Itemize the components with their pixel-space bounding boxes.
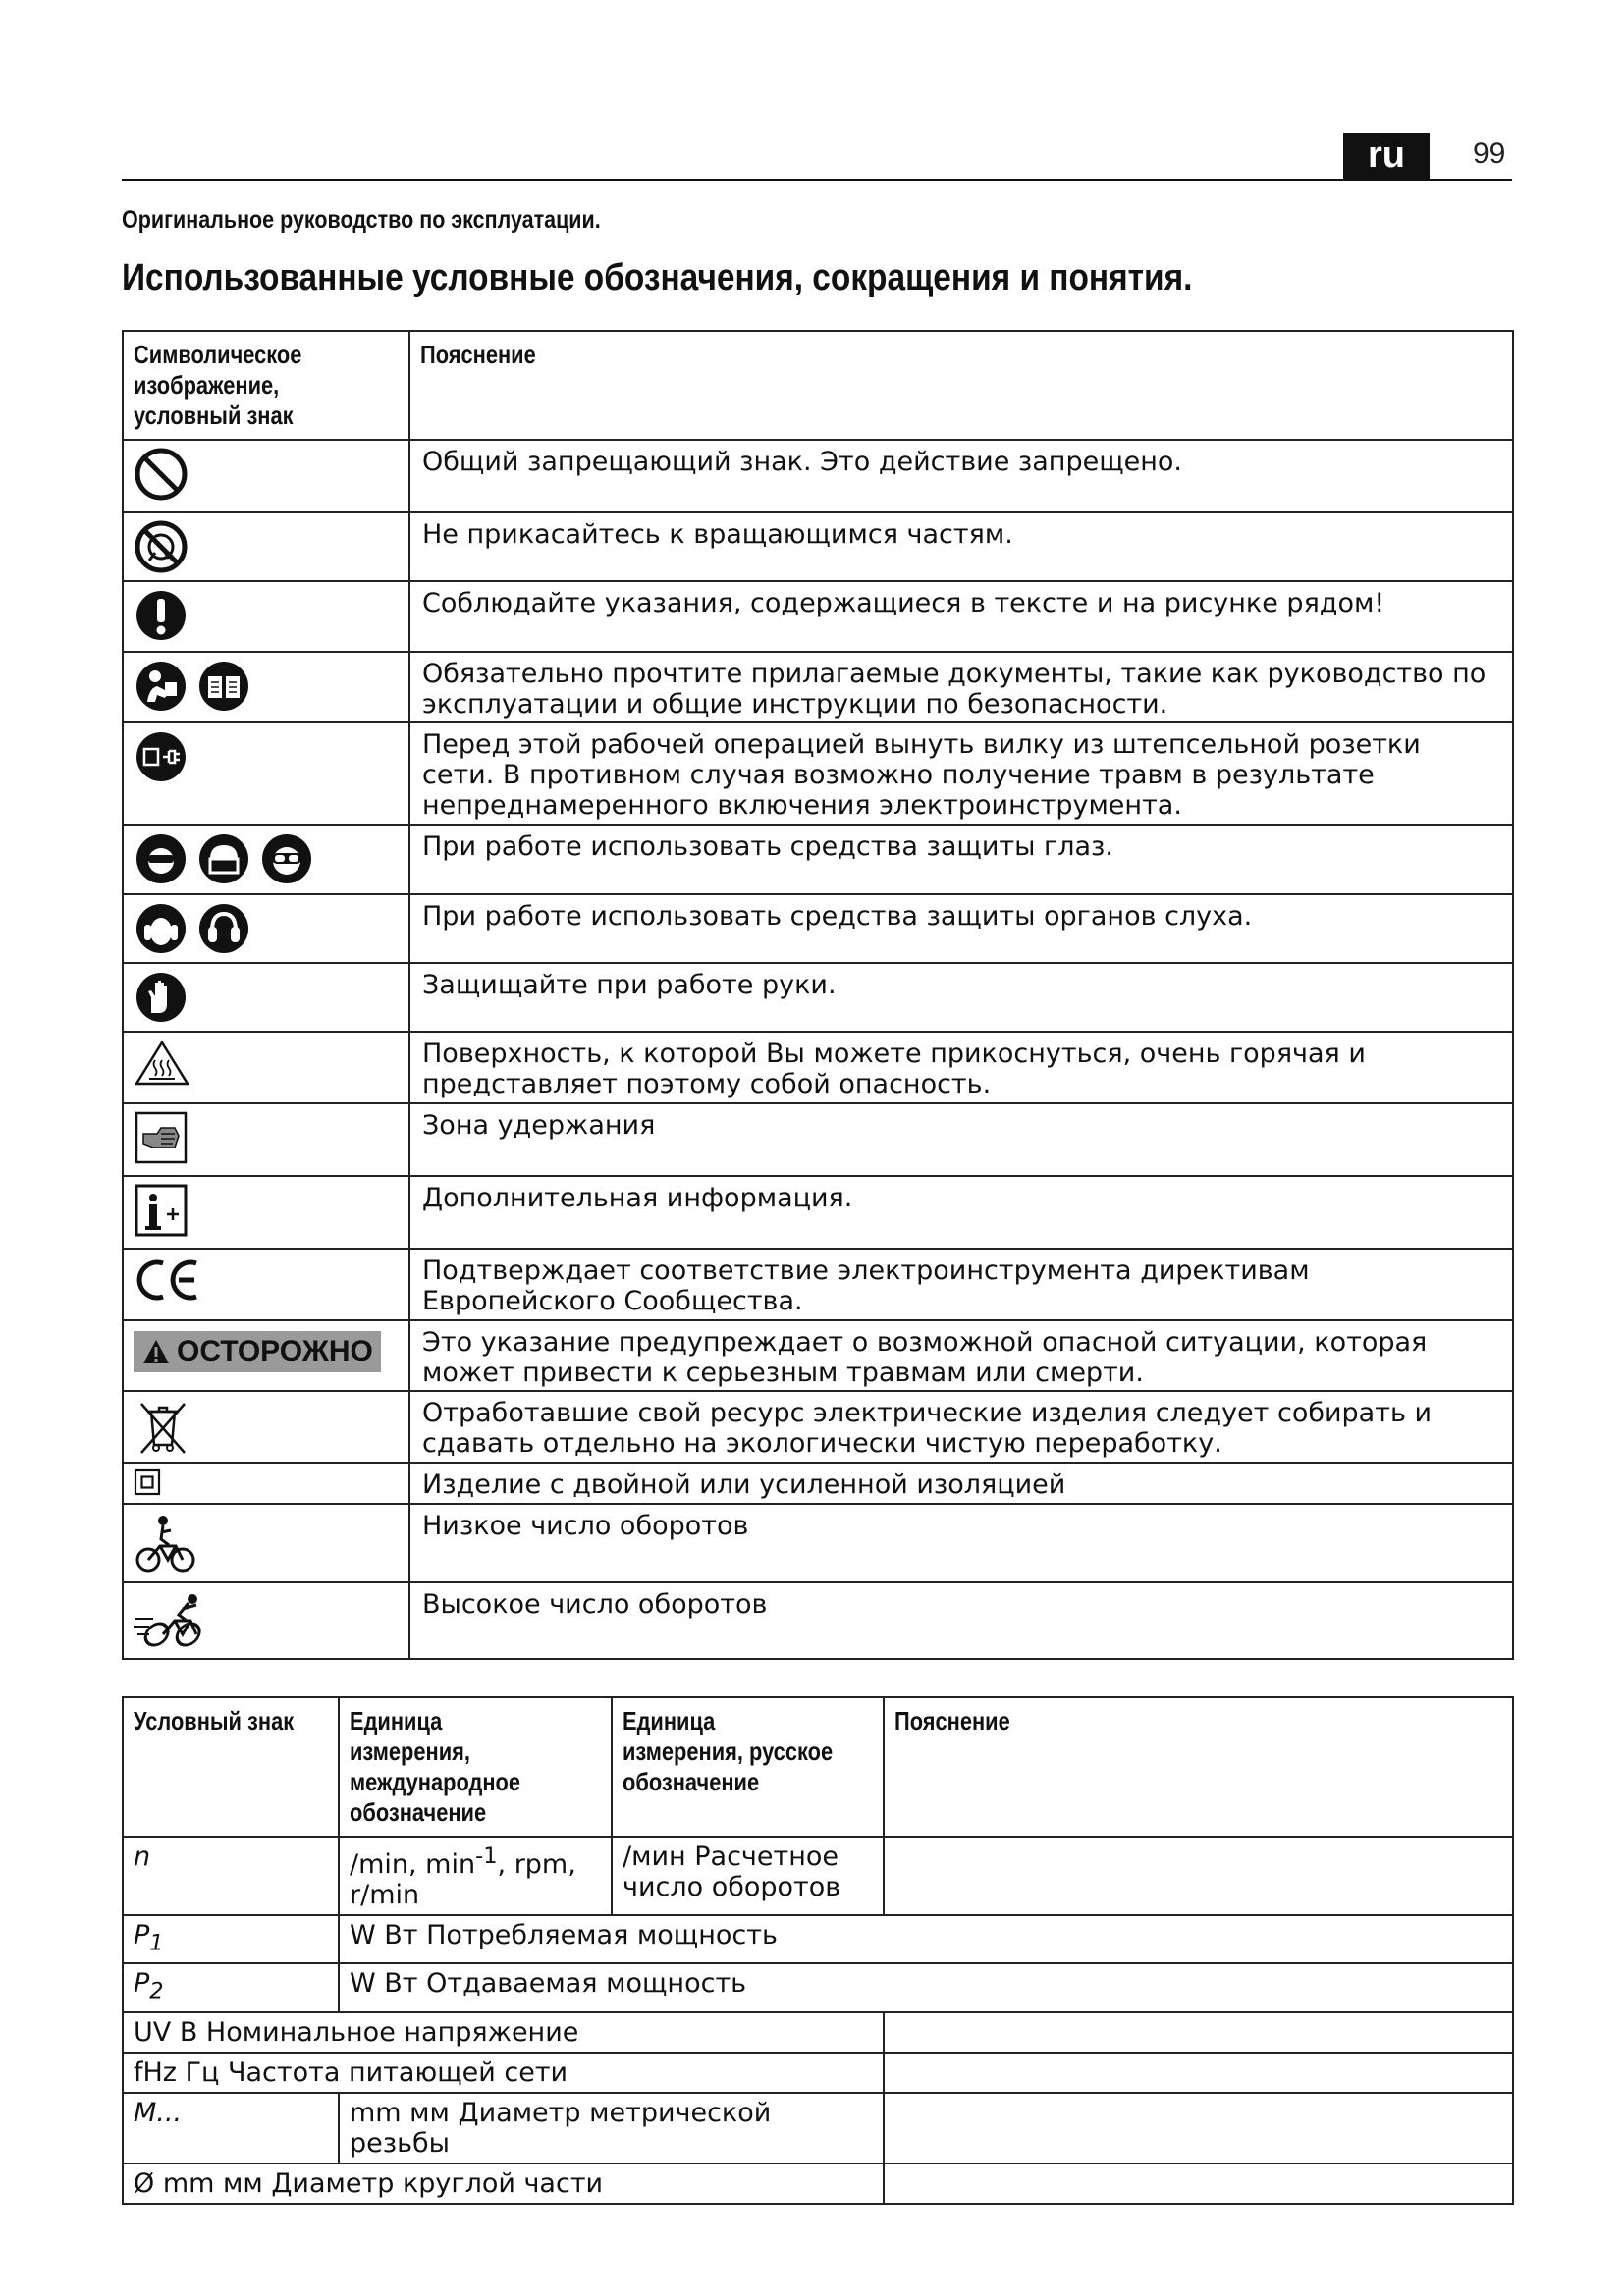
intl-unit: W Вт Отдаваемая мощность <box>339 1963 1513 2011</box>
no-touch-rotating-icon <box>134 519 189 574</box>
table-row <box>123 1582 1513 1659</box>
unit-explanation <box>884 2163 1513 2204</box>
symbol-explanation: Зона удержания <box>409 1103 1513 1176</box>
table-row <box>123 1176 1513 1249</box>
unit-explanation <box>884 2093 1513 2163</box>
table-row <box>123 2053 1513 2093</box>
symbol-explanation: Не прикасайтесь к вращающимся частям. <box>409 512 1513 581</box>
table-row <box>123 2012 1513 2053</box>
table-row <box>123 512 1513 581</box>
manual-book-icon <box>196 659 251 714</box>
gloves-icon <box>134 970 189 1025</box>
table-row <box>123 1915 1513 1963</box>
table-row <box>123 1837 1513 1915</box>
table-row <box>123 652 1513 722</box>
caution-badge-label: ОСТОРОЖНО <box>177 1335 373 1367</box>
symbol-explanation: Защищайте при работе руки. <box>409 963 1513 1032</box>
double-insulation-icon <box>134 1468 161 1496</box>
table-row <box>123 722 1513 825</box>
units-table <box>122 1696 1514 2205</box>
exclamation-icon <box>134 588 189 643</box>
helmet-visor-icon <box>196 831 251 886</box>
symbol-explanation: Подтверждает соответствие электроинструмента директивам Европейского Сообщества. <box>409 1249 1513 1320</box>
language-badge: ru <box>1343 133 1430 179</box>
header-rule <box>122 179 1512 181</box>
symbols-table <box>122 330 1514 1660</box>
ear-protection-icon <box>134 901 189 956</box>
unit-symbol: $P_2$ <box>123 1963 339 2011</box>
warning-triangle-icon <box>141 1338 171 1365</box>
explanation-column-header: Пояснение <box>884 1697 1513 1837</box>
read-manual-icon <box>134 659 189 714</box>
unit-explanation <box>884 1837 1513 1915</box>
hot-surface-icon <box>134 1039 190 1088</box>
intl-unit: W Вт Потребляемая мощность <box>339 1915 1513 1963</box>
table-row <box>123 440 1513 512</box>
symbol-explanation: Общий запрещающий знак. Это действие запрещено. <box>409 440 1513 512</box>
units-table-header <box>123 1697 1513 1837</box>
intl-unit: mm мм Диаметр метрической резьбы <box>339 2093 884 2163</box>
face-shield-icon <box>134 831 189 886</box>
symbols-table-header <box>123 331 1513 440</box>
unplug-icon <box>134 729 189 784</box>
table-row <box>123 1103 1513 1176</box>
table-row <box>123 963 1513 1032</box>
page-title: Использованные условные обозначения, сокращения и понятия. <box>122 257 1193 298</box>
intl-unit: /min, $\min^{-1}$, rpm, r/min <box>339 1837 612 1915</box>
symbol-explanation: Отработавшие свой ресурс электрические изделия следует собирать и сдавать отдельно на экологически чистую переработку. <box>409 1391 1513 1463</box>
symbol-column-header: Символическое изображение, условный знак <box>123 331 409 440</box>
table-row <box>123 1391 1513 1463</box>
symbol-explanation: Дополнительная информация. <box>409 1176 1513 1249</box>
low-speed-bike-icon <box>134 1511 198 1575</box>
unit-symbol: M... <box>123 2093 339 2163</box>
weee-bin-icon <box>134 1398 192 1455</box>
goggles-icon <box>259 831 314 886</box>
unit-symbol: Ø mm мм Диаметр круглой части <box>123 2163 884 2204</box>
table-row <box>123 2093 1513 2163</box>
ce-mark-icon <box>134 1255 202 1305</box>
table-row <box>123 894 1513 963</box>
table-row <box>123 1032 1513 1103</box>
ru-unit-column-header: Единица измерения, русское обозначение <box>612 1697 884 1837</box>
symbol-explanation: Высокое число оборотов <box>409 1582 1513 1659</box>
unit-explanation <box>884 2012 1513 2053</box>
symbol-explanation: Изделие с двойной или усиленной изоляцией <box>409 1463 1513 1504</box>
grip-zone-icon <box>134 1110 189 1165</box>
unit-symbol: $P_1$ <box>123 1915 339 1963</box>
unit-symbol: UV В Номинальное напряжение <box>123 2012 884 2053</box>
symbol-explanation: При работе использовать средства защиты глаз. <box>409 825 1513 894</box>
symbol-explanation: Это указание предупреждает о возможной опасной ситуации, которая может привести к серьезным травмам или смерти. <box>409 1320 1513 1391</box>
info-icon <box>134 1183 189 1238</box>
table-row <box>123 581 1513 652</box>
symbol-explanation: Обязательно прочтите прилагаемые документы, такие как руководство по эксплуатации и общие инструкции по безопасности. <box>409 652 1513 722</box>
table-row <box>123 1463 1513 1504</box>
table-row <box>123 1504 1513 1582</box>
prohibition-icon <box>134 447 189 502</box>
ru-unit: /мин Расчетное число оборотов <box>612 1837 884 1915</box>
page-number: 99 <box>1473 137 1506 170</box>
ear-muffs-icon <box>196 901 251 956</box>
intl-unit-column-header: Единица измерения, международное обозначение <box>339 1697 612 1837</box>
symbol-explanation: Низкое число оборотов <box>409 1504 1513 1582</box>
high-speed-bike-icon <box>134 1589 208 1650</box>
unit-symbol: n <box>123 1837 339 1915</box>
caution-badge <box>134 1331 381 1372</box>
unit-explanation <box>884 2053 1513 2093</box>
table-row <box>123 1963 1513 2011</box>
symbol-explanation: Перед этой рабочей операцией вынуть вилку из штепсельной розетки сети. В противном случая возможно получение травм в результате непреднамеренного включения электроинструмента. <box>409 722 1513 825</box>
unit-symbol: fHz Гц Частота питающей сети <box>123 2053 884 2093</box>
table-row <box>123 1320 1513 1391</box>
explanation-column-header: Пояснение <box>409 331 1513 440</box>
table-row <box>123 825 1513 894</box>
table-row <box>123 2163 1513 2204</box>
document-subtitle: Оригинальное руководство по эксплуатации. <box>122 206 601 234</box>
symbol-explanation: Поверхность, к которой Вы можете прикоснуться, очень горячая и представляет поэтому собой опасность. <box>409 1032 1513 1103</box>
table-row <box>123 1249 1513 1320</box>
symbol-explanation: Соблюдайте указания, содержащиеся в тексте и на рисунке рядом! <box>409 581 1513 652</box>
symbol-explanation: При работе использовать средства защиты органов слуха. <box>409 894 1513 963</box>
symbol-column-header: Условный знак <box>123 1697 339 1837</box>
